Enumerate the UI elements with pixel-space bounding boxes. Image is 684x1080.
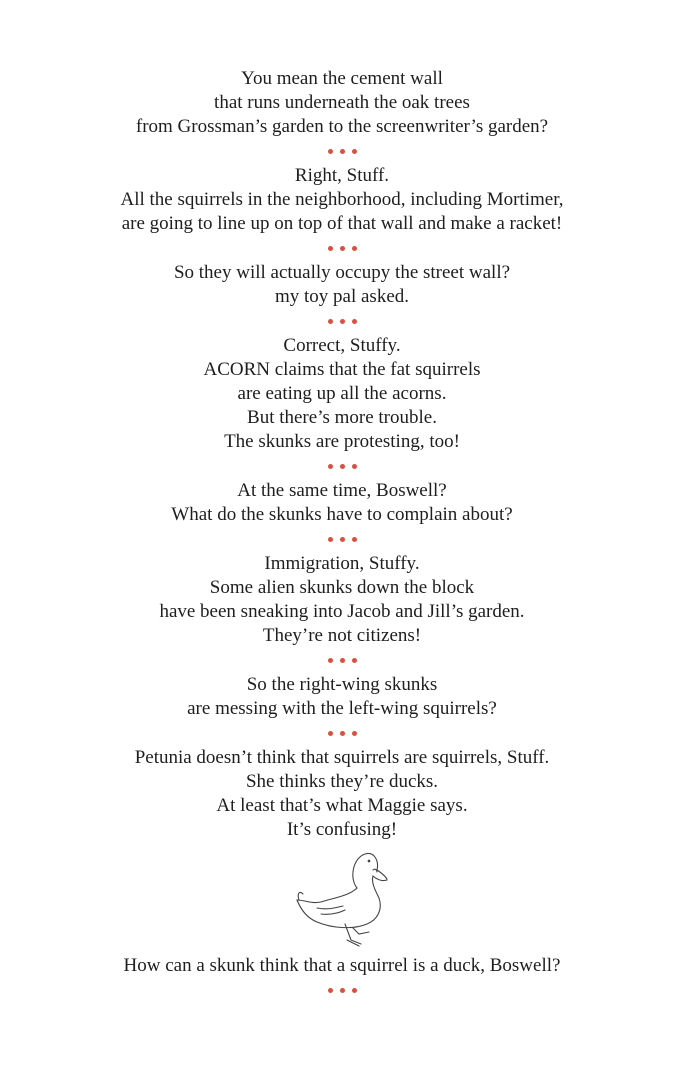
text-line: Some alien skunks down the block (209, 577, 475, 598)
section-divider (0, 721, 684, 746)
divider-dot (328, 319, 333, 324)
section-divider (0, 648, 684, 673)
divider-dot (340, 988, 345, 993)
document-page (0, 67, 684, 1003)
text-line: Petunia doesn’t think that squirrels are squirrels, Stuff. (134, 747, 550, 768)
divider-dot (352, 731, 357, 736)
divider-dot (328, 731, 333, 736)
final-line: How can a skunk think that a squirrel is a duck, Boswell? (123, 955, 561, 976)
divider-dot (328, 464, 333, 469)
text-line: You mean the cement wall (241, 68, 443, 89)
section-divider (0, 309, 684, 334)
divider-dot (328, 658, 333, 663)
text-line: have been sneaking into Jacob and Jill’s garden. (159, 601, 525, 622)
divider-dot (340, 537, 345, 542)
section-divider (0, 236, 684, 261)
divider-dot (328, 537, 333, 542)
divider-dot (340, 658, 345, 663)
text-line: ACORN claims that the fat squirrels (203, 359, 481, 380)
text-line: that runs underneath the oak trees (214, 92, 470, 113)
text-line: are messing with the left-wing squirrels? (187, 698, 497, 719)
section-divider (0, 454, 684, 479)
text-line: Correct, Stuffy. (283, 335, 401, 356)
text-line: are going to line up on top of that wall and make a racket! (121, 213, 563, 234)
text-line: But there’s more trouble. (247, 407, 437, 428)
text-line: All the squirrels in the neighborhood, including Mortimer, (120, 189, 564, 210)
dialogue-block (0, 673, 684, 721)
divider-dot (340, 149, 345, 154)
dialogue-block (0, 479, 684, 527)
section-divider (0, 139, 684, 164)
section-divider (0, 978, 684, 1003)
divider-dot (340, 246, 345, 251)
text-line: Immigration, Stuffy. (264, 553, 420, 574)
text-line: At the same time, Boswell? (237, 480, 447, 501)
divider-dot (328, 988, 333, 993)
divider-dot (340, 319, 345, 324)
dialogue-block (0, 552, 684, 648)
text-line: from Grossman’s garden to the screenwriter’s garden? (135, 116, 549, 137)
duck-illustration (0, 842, 684, 954)
divider-dot (352, 319, 357, 324)
dialogue-block (0, 164, 684, 236)
text-line: my toy pal asked. (274, 286, 410, 307)
dialogue-block (0, 67, 684, 139)
divider-dot (352, 658, 357, 663)
text-line: So the right-wing skunks (246, 674, 438, 695)
text-line: are eating up all the acorns. (237, 383, 447, 404)
text-line: It’s confusing! (286, 819, 398, 840)
dialogue-block (0, 261, 684, 309)
divider-dot (328, 149, 333, 154)
text-line: At least that’s what Maggie says. (216, 795, 468, 816)
text-line: They’re not citizens! (262, 625, 422, 646)
divider-dot (328, 246, 333, 251)
text-line: The skunks are protesting, too! (224, 431, 460, 452)
text-line: Right, Stuff. (294, 165, 390, 186)
dialogue-block (0, 334, 684, 454)
text-line: What do the skunks have to complain about? (171, 504, 513, 525)
divider-dot (340, 464, 345, 469)
text-line: So they will actually occupy the street wall? (173, 262, 511, 283)
divider-dot (352, 464, 357, 469)
section-divider (0, 527, 684, 552)
divider-dot (340, 731, 345, 736)
dialogue-block (0, 746, 684, 842)
text-line: She thinks they’re ducks. (245, 771, 439, 792)
divider-dot (352, 988, 357, 993)
divider-dot (352, 537, 357, 542)
divider-dot (352, 149, 357, 154)
divider-dot (352, 246, 357, 251)
